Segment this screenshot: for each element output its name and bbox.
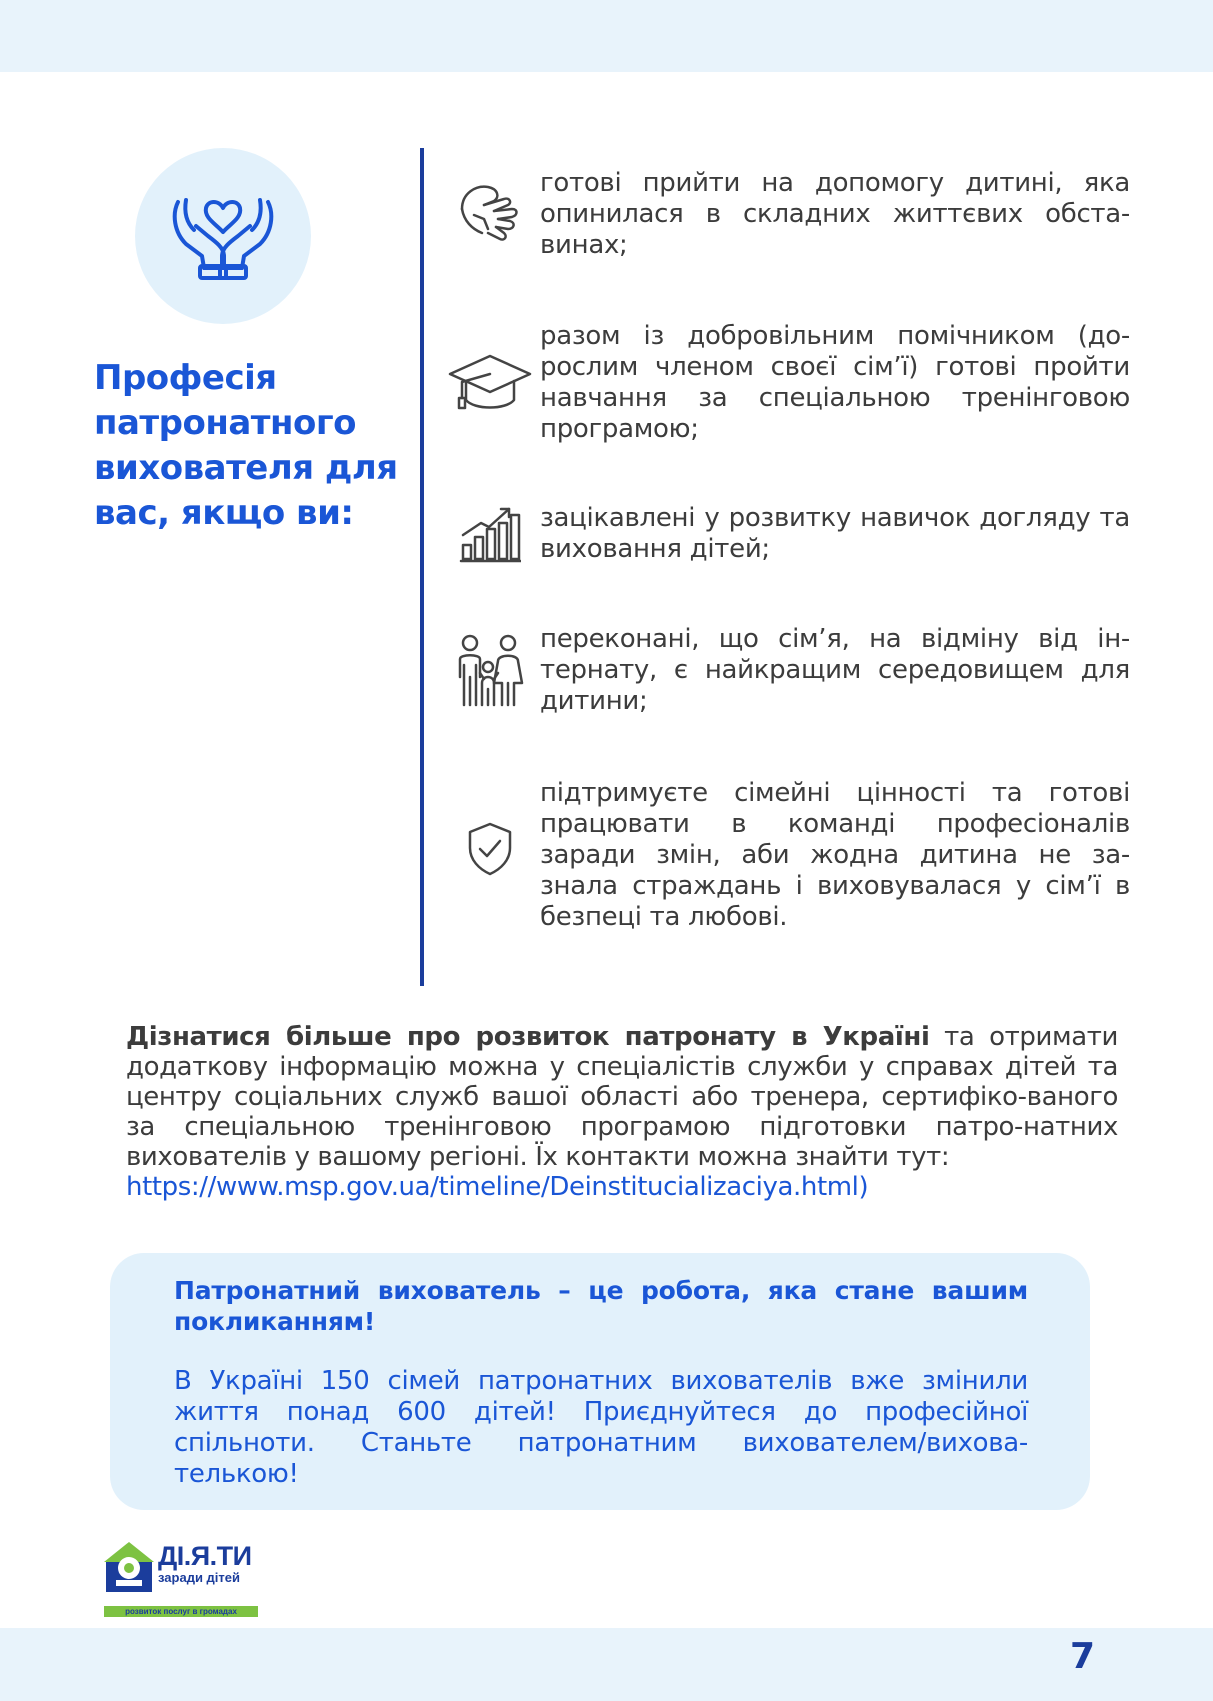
hands-heart-badge [135,148,311,324]
callout-box [110,1253,1090,1510]
graduation-cap-icon [440,321,540,445]
logo-subtitle: заради дітей [158,1570,240,1585]
callout-body: В Україні 150 сімей патронатних вихователів вже змінили життя понад 600 дітей! Приєднуйтеся до професійної спільноти. Станьте патронатним вихователем/вихова-телькою! [174,1366,1028,1489]
house-logo-icon [102,1540,156,1602]
msp-link[interactable]: https://www.msp.gov.ua/timeline/Deinstitucializaciya.html) [126,1172,869,1202]
top-band [0,0,1213,72]
list-item [440,168,1130,261]
growth-chart-icon [440,503,540,565]
logo-title: ДІ.Я.ТИ [158,1541,252,1571]
list-item [440,321,1130,445]
more-info-paragraph [126,1022,1118,1202]
section-heading: Професія патронатного вихователя для вас, якщо ви: [94,358,398,533]
diyaty-logo [102,1540,270,1618]
list-item-text: зацікавлені у розвитку навичок догляду та виховання дітей; [540,503,1130,564]
list-item-text: підтримуєте сімейні цінності та готові працювати в команді професіоналів заради змін, аби жодна дитина не за-знала страждань і виховувалася у сім’ї в безпеці та любові. [540,778,1130,932]
list-item-text: разом із добровільним помічником (до-рослим членом своєї сім’ї) готові пройти навчання за спеціальною тренінговою програмою; [540,321,1130,444]
list-item [440,503,1130,565]
page-number: 7 [1070,1636,1096,1677]
callout-title: Патронатний вихователь – це робота, яка стане вашим покликанням! [174,1276,1028,1336]
list-item [440,624,1130,717]
more-info-text: та отримати додаткову інформацію можна у спеціалістів служби у справах дітей та центру соціальних служб вашої області або тренера, сертифіко-ваного за спеціальною тренінговою програмою підготовки патро-натних вихователів у вашому регіоні. Їх контакти можна знайти тут: [126,1022,1118,1172]
family-icon [440,624,540,717]
helping-hand-icon [440,168,540,261]
logo-tagline: розвиток послуг в громадах [104,1606,258,1617]
shield-check-icon [440,778,540,933]
list-item-text: готові прийти на допомогу дитині, яка опинилася в складних життєвих обста-винах; [540,168,1130,260]
bottom-band [0,1628,1213,1701]
vertical-divider [420,148,424,986]
more-info-bold: Дізнатися більше про розвиток патронату в Україні [126,1022,930,1052]
list-item [440,778,1130,933]
list-item-text: переконані, що сім’я, на відміну від ін-тернату, є найкращим середовищем для дитини; [540,624,1130,716]
hands-heart-icon [164,188,282,284]
